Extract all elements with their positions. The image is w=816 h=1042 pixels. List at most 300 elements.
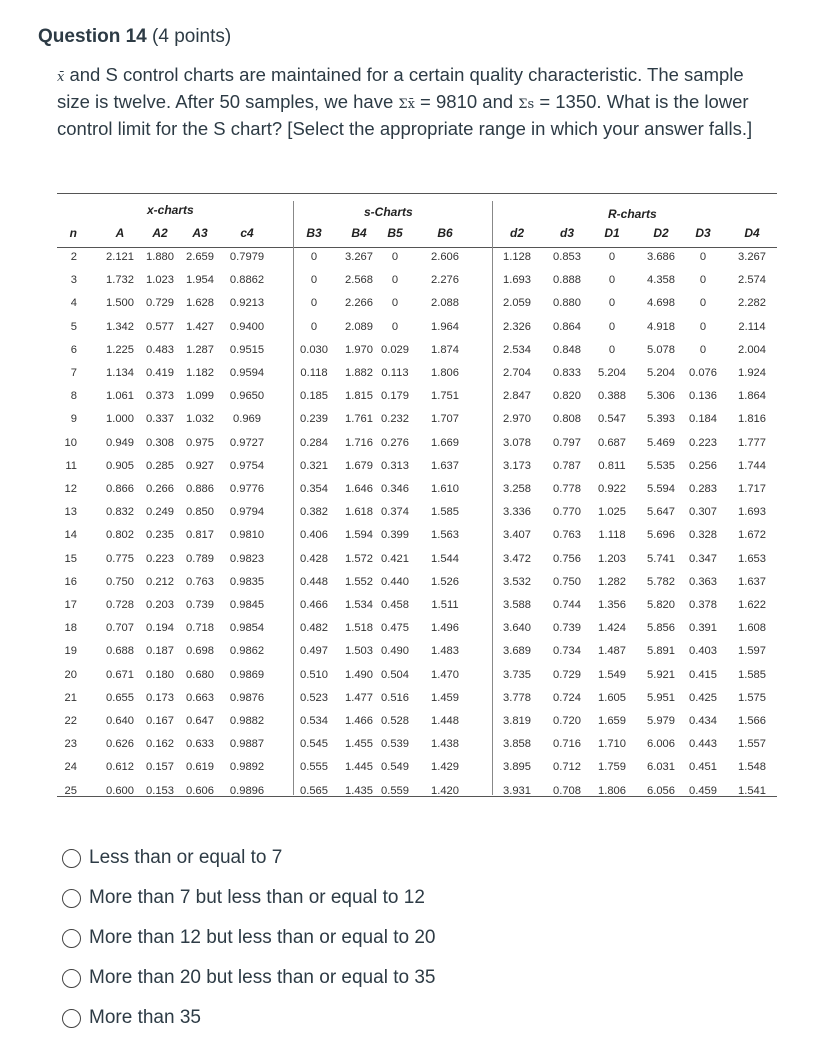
- table-cell: 5.306: [647, 390, 675, 403]
- row-sample-size: 8: [70, 390, 77, 403]
- table-cell: 1.282: [598, 575, 626, 588]
- table-cell: 0.724: [553, 691, 581, 704]
- table-cell: 0.378: [689, 599, 717, 611]
- table-cell: 0.528: [381, 715, 409, 727]
- table-cell: 1.287: [186, 343, 214, 356]
- table-cell: 0.167: [146, 715, 174, 727]
- table-cell: 1.864: [738, 390, 766, 403]
- sum-xbar-value: = 9810 and: [420, 91, 514, 112]
- table-cell: 0.118: [300, 367, 328, 379]
- table-cell: 0.391: [689, 622, 717, 635]
- table-cell: 0.9869: [229, 668, 265, 681]
- table-cell: 1.759: [598, 761, 626, 774]
- row-sample-size: 10: [64, 436, 77, 449]
- table-cell: 1.455: [345, 738, 373, 751]
- table-cell: 2.059: [503, 297, 531, 310]
- table-cell: 3.895: [503, 761, 531, 774]
- table-cell: 5.979: [647, 715, 675, 727]
- table-cell: 0.403: [689, 645, 717, 658]
- table-cell: 1.628: [186, 297, 214, 310]
- table-cell: 0.8862: [229, 274, 265, 287]
- table-cell: 0.888: [553, 274, 581, 287]
- table-cell: 0.750: [553, 575, 581, 588]
- table-cell: 0: [608, 274, 616, 287]
- table-cell: 1.608: [738, 622, 766, 635]
- table-cell: 0.337: [146, 413, 174, 426]
- table-cell: 5.469: [647, 436, 675, 449]
- table-cell: 0.235: [146, 529, 174, 542]
- option-label: More than 7 but less than or equal to 12: [89, 887, 425, 908]
- table-cell: 0.811: [598, 459, 626, 472]
- table-cell: 0.750: [106, 575, 134, 588]
- table-cell: 0.504: [381, 668, 409, 681]
- table-cell: 0.153: [146, 784, 174, 797]
- table-cell: 0.406: [300, 529, 328, 542]
- table-cell: 0.9882: [229, 715, 265, 727]
- column-header-b4: B4: [351, 226, 367, 240]
- table-cell: 0.184: [689, 413, 717, 426]
- table-cell: 0.9845: [229, 599, 265, 611]
- table-cell: 1.777: [738, 436, 766, 449]
- table-cell: 1.575: [738, 691, 766, 704]
- table-cell: 0.187: [146, 645, 174, 658]
- table-cell: 0.374: [381, 506, 409, 519]
- table-cell: 0.9754: [229, 459, 265, 472]
- table-cell: 1.182: [186, 367, 214, 379]
- table-cell: 1.618: [345, 506, 373, 519]
- xbar-symbol: x̄: [57, 70, 65, 85]
- table-cell: 1.605: [598, 691, 626, 704]
- group-r-charts: R-charts: [608, 207, 657, 221]
- table-cell: 0.239: [300, 413, 328, 426]
- table-cell: 3.472: [503, 552, 531, 565]
- table-cell: 0.626: [106, 738, 134, 751]
- table-cell: 0.443: [689, 738, 717, 751]
- row-sample-size: 15: [64, 552, 77, 565]
- row-sample-size: 17: [64, 599, 77, 611]
- table-cell: 1.585: [431, 506, 459, 519]
- table-cell: 2.568: [345, 274, 373, 287]
- table-cell: 0.9213: [229, 297, 265, 310]
- table-cell: 0.565: [300, 784, 328, 797]
- question-number: Question 14: [38, 26, 147, 47]
- table-cell: 5.820: [647, 599, 675, 611]
- table-cell: 0.9810: [229, 529, 265, 542]
- table-cell: 0.448: [300, 575, 328, 588]
- table-cell: 0.490: [381, 645, 409, 658]
- row-sample-size: 12: [64, 483, 77, 495]
- table-cell: 1.225: [106, 343, 134, 356]
- table-cell: 0.113: [381, 367, 409, 379]
- table-cell: 0.763: [186, 575, 214, 588]
- table-cell: 3.173: [503, 459, 531, 472]
- table-cell: 0.975: [186, 436, 214, 449]
- table-cell: 1.646: [345, 483, 373, 495]
- table-cell: 3.336: [503, 506, 531, 519]
- table-cell: 1.653: [738, 552, 766, 565]
- table-cell: 0.307: [689, 506, 717, 519]
- column-header-d2: D2: [653, 226, 669, 240]
- table-cell: 0.547: [598, 413, 626, 426]
- table-cell: 0.864: [553, 320, 581, 333]
- table-cell: 1.099: [186, 390, 214, 403]
- table-cell: 0.833: [553, 367, 581, 379]
- table-cell: 0.850: [186, 506, 214, 519]
- table-cell: 2.574: [738, 274, 766, 287]
- table-cell: 0: [391, 251, 399, 263]
- table-cell: 0.9892: [229, 761, 265, 774]
- table-cell: 0.802: [106, 529, 134, 542]
- table-cell: 0.534: [300, 715, 328, 727]
- option-label: More than 20 but less than or equal to 35: [89, 967, 436, 988]
- table-cell: 0.440: [381, 575, 409, 588]
- table-cell: 0.482: [300, 622, 328, 635]
- table-cell: 0.203: [146, 599, 174, 611]
- table-cell: 0.708: [553, 784, 581, 797]
- table-cell: 1.511: [431, 599, 459, 611]
- table-cell: 5.594: [647, 483, 675, 495]
- table-cell: 2.276: [431, 274, 459, 287]
- table-cell: 1.470: [431, 668, 459, 681]
- row-sample-size: 16: [64, 575, 77, 588]
- table-cell: 3.267: [345, 251, 373, 263]
- table-cell: 3.819: [503, 715, 531, 727]
- row-sample-size: 4: [70, 297, 77, 310]
- table-cell: 0.194: [146, 622, 174, 635]
- row-sample-size: 3: [70, 274, 77, 287]
- radio-button[interactable]: [62, 1009, 81, 1028]
- table-cell: 1.032: [186, 413, 214, 426]
- table-cell: 0.179: [381, 390, 409, 403]
- table-cell: 0.680: [186, 668, 214, 681]
- table-cell: 0: [310, 320, 318, 333]
- table-cell: 0: [310, 251, 318, 263]
- table-cell: 0.744: [553, 599, 581, 611]
- table-cell: 1.427: [186, 320, 214, 333]
- table-cell: 0.728: [106, 599, 134, 611]
- table-cell: 2.970: [503, 413, 531, 426]
- table-cell: 1.693: [503, 274, 531, 287]
- table-cell: 1.134: [106, 367, 134, 379]
- table-cell: 1.203: [598, 552, 626, 565]
- table-divider-s-r: [492, 201, 493, 795]
- table-cell: 2.004: [738, 343, 766, 356]
- column-header-b6: B6: [437, 226, 453, 240]
- table-cell: 0: [608, 251, 616, 263]
- table-cell: 0.9650: [229, 390, 265, 403]
- table-cell: 0.778: [553, 483, 581, 495]
- table-cell: 0.716: [553, 738, 581, 751]
- table-cell: 0.180: [146, 668, 174, 681]
- table-cell: 0: [391, 320, 399, 333]
- table-cell: 0.787: [553, 459, 581, 472]
- table-cell: 5.696: [647, 529, 675, 542]
- table-cell: 3.267: [738, 251, 766, 263]
- table-cell: 1.880: [146, 251, 174, 263]
- column-header-d3: d3: [559, 226, 575, 240]
- table-cell: 0.789: [186, 552, 214, 565]
- table-cell: 0.549: [381, 761, 409, 774]
- table-cell: 1.622: [738, 599, 766, 611]
- table-cell: 0.232: [381, 413, 409, 426]
- question-points: (4 points): [152, 26, 232, 47]
- table-cell: 0.886: [186, 483, 214, 495]
- column-header-d1: D1: [604, 226, 620, 240]
- table-cell: 1.424: [598, 622, 626, 635]
- answer-options: [62, 838, 435, 1038]
- table-cell: 0.475: [381, 622, 409, 635]
- table-cell: 1.557: [738, 738, 766, 751]
- table-cell: 5.921: [647, 668, 675, 681]
- row-sample-size: 2: [70, 251, 77, 263]
- table-cell: 0.249: [146, 506, 174, 519]
- row-sample-size: 22: [64, 715, 77, 727]
- table-cell: 3.640: [503, 622, 531, 635]
- table-cell: 5.393: [647, 413, 675, 426]
- table-cell: 0.321: [300, 459, 328, 472]
- table-cell: 0.718: [186, 622, 214, 635]
- option-label: Less than or equal to 7: [89, 847, 283, 868]
- table-cell: 0.421: [381, 552, 409, 565]
- table-cell: 1.477: [345, 691, 373, 704]
- table-cell: 0.136: [689, 390, 717, 403]
- table-cell: 0.687: [598, 436, 626, 449]
- table-cell: 0.451: [689, 761, 717, 774]
- table-cell: 0.9515: [229, 343, 265, 356]
- sum-s-symbol: Σs: [518, 97, 535, 112]
- table-cell: 0.276: [381, 436, 409, 449]
- table-cell: 1.549: [598, 668, 626, 681]
- control-chart-constants-table: [57, 193, 777, 798]
- table-cell: 3.735: [503, 668, 531, 681]
- table-cell: 0.425: [689, 691, 717, 704]
- table-cell: 1.503: [345, 645, 373, 658]
- table-cell: 0.162: [146, 738, 174, 751]
- question-stem: [57, 63, 777, 141]
- table-cell: 0.399: [381, 529, 409, 542]
- table-cell: 1.435: [345, 784, 373, 797]
- table-cell: 1.420: [431, 784, 459, 797]
- table-cell: 0.483: [146, 343, 174, 356]
- table-cell: 0.510: [300, 668, 328, 681]
- table-cell: 0.173: [146, 691, 174, 704]
- table-cell: 0.647: [186, 715, 214, 727]
- table-cell: 0.848: [553, 343, 581, 356]
- table-cell: 1.544: [431, 552, 459, 565]
- table-cell: 0.428: [300, 552, 328, 565]
- table-cell: 0.797: [553, 436, 581, 449]
- table-cell: 1.445: [345, 761, 373, 774]
- row-sample-size: 7: [70, 367, 77, 379]
- table-cell: 0.729: [146, 297, 174, 310]
- table-cell: 1.816: [738, 413, 766, 426]
- table-cell: 0.9876: [229, 691, 265, 704]
- option-2[interactable]: [62, 878, 435, 918]
- table-cell: 1.964: [431, 320, 459, 333]
- table-cell: 0.927: [186, 459, 214, 472]
- table-cell: 0.633: [186, 738, 214, 751]
- table-cell: 0.516: [381, 691, 409, 704]
- row-sample-size: 19: [64, 645, 77, 658]
- radio-button[interactable]: [62, 849, 81, 868]
- table-cell: 5.535: [647, 459, 675, 472]
- table-cell: 5.647: [647, 506, 675, 519]
- table-cell: 0.382: [300, 506, 328, 519]
- table-cell: 0: [608, 297, 616, 310]
- table-cell: 0.185: [300, 390, 328, 403]
- table-cell: 0.922: [598, 483, 626, 495]
- table-cell: 0.688: [106, 645, 134, 658]
- stem-part2: What is the lower control limit for the S chart? [Select the appropriate range in which your answer falls.]: [57, 91, 753, 139]
- table-cell: 1.716: [345, 436, 373, 449]
- table-cell: 0.497: [300, 645, 328, 658]
- table-cell: 1.637: [738, 575, 766, 588]
- table-cell: 1.924: [738, 367, 766, 379]
- table-cell: 3.778: [503, 691, 531, 704]
- table-cell: 4.358: [647, 274, 675, 287]
- table-cell: 5.782: [647, 575, 675, 588]
- option-4[interactable]: [62, 958, 435, 998]
- table-cell: 1.566: [738, 715, 766, 727]
- table-cell: 0.832: [106, 506, 134, 519]
- table-cell: 0.739: [186, 599, 214, 611]
- table-cell: 0: [699, 320, 707, 333]
- table-cell: 0: [310, 297, 318, 310]
- table-cell: 0.523: [300, 691, 328, 704]
- column-header-d4: D4: [744, 226, 760, 240]
- table-cell: 1.717: [738, 483, 766, 495]
- table-cell: 0.866: [106, 483, 134, 495]
- table-cell: 0.373: [146, 390, 174, 403]
- table-cell: 4.698: [647, 297, 675, 310]
- sum-s-value: = 1350.: [539, 91, 602, 112]
- table-cell: 1.342: [106, 320, 134, 333]
- table-cell: 0.712: [553, 761, 581, 774]
- option-label: More than 12 but less than or equal to 20: [89, 927, 436, 948]
- table-cell: 1.466: [345, 715, 373, 727]
- row-sample-size: 25: [64, 784, 77, 797]
- table-cell: 1.585: [738, 668, 766, 681]
- row-sample-size: 11: [65, 459, 77, 472]
- table-cell: 0.256: [689, 459, 717, 472]
- table-cell: 0.415: [689, 668, 717, 681]
- table-cell: 0.283: [689, 483, 717, 495]
- table-cell: 2.534: [503, 343, 531, 356]
- table-cell: 0: [699, 274, 707, 287]
- table-cell: 0.880: [553, 297, 581, 310]
- table-cell: 1.597: [738, 645, 766, 658]
- table-cell: 2.704: [503, 367, 531, 379]
- table-cell: 6.031: [647, 761, 675, 774]
- row-sample-size: 24: [64, 761, 77, 774]
- radio-button[interactable]: [62, 889, 81, 908]
- table-cell: 3.258: [503, 483, 531, 495]
- table-cell: 0.739: [553, 622, 581, 635]
- table-cell: 0: [608, 320, 616, 333]
- option-label: More than 35: [89, 1007, 201, 1028]
- table-cell: 0.612: [106, 761, 134, 774]
- group-s-charts: s-Charts: [364, 205, 413, 219]
- radio-button[interactable]: [62, 969, 81, 988]
- table-cell: 0: [699, 251, 707, 263]
- table-cell: 0.029: [381, 343, 409, 356]
- column-header-a: A: [115, 226, 125, 240]
- table-cell: 3.588: [503, 599, 531, 611]
- table-cell: 1.572: [345, 552, 373, 565]
- table-cell: 1.496: [431, 622, 459, 635]
- table-cell: 1.679: [345, 459, 373, 472]
- table-cell: 0.9823: [229, 552, 265, 565]
- table-cell: 0.434: [689, 715, 717, 727]
- table-cell: 1.874: [431, 343, 459, 356]
- table-cell: 2.847: [503, 390, 531, 403]
- table-cell: 0.285: [146, 459, 174, 472]
- group-x-charts: x-charts: [147, 203, 194, 217]
- table-cell: 0.266: [146, 483, 174, 495]
- table-cell: 2.659: [186, 251, 214, 263]
- question-header: [38, 26, 231, 48]
- row-sample-size: 9: [70, 413, 77, 426]
- table-cell: 1.118: [598, 529, 626, 542]
- table-cell: 0.756: [553, 552, 581, 565]
- row-sample-size: 21: [64, 691, 77, 704]
- table-cell: 1.128: [503, 251, 531, 263]
- table-cell: 0.419: [146, 367, 174, 379]
- radio-button[interactable]: [62, 929, 81, 948]
- table-top-rule: [57, 193, 777, 194]
- table-cell: 1.025: [598, 506, 626, 519]
- option-5[interactable]: [62, 998, 435, 1038]
- table-cell: 0.9854: [229, 622, 265, 635]
- table-cell: 0.969: [233, 413, 261, 426]
- table-cell: 4.918: [647, 320, 675, 333]
- table-cell: 1.534: [345, 599, 373, 611]
- table-cell: 3.931: [503, 784, 531, 797]
- table-cell: 0.458: [381, 599, 409, 611]
- table-cell: 0: [699, 297, 707, 310]
- column-header-b5: B5: [387, 226, 403, 240]
- table-cell: 0.354: [300, 483, 328, 495]
- table-cell: 0.808: [553, 413, 581, 426]
- table-cell: 0.284: [300, 436, 328, 449]
- table-cell: 0.363: [689, 575, 717, 588]
- table-cell: 1.707: [431, 413, 459, 426]
- table-cell: 1.970: [345, 343, 373, 356]
- table-cell: 6.006: [647, 738, 675, 751]
- row-sample-size: 6: [70, 343, 77, 356]
- option-3[interactable]: [62, 918, 435, 958]
- option-1[interactable]: [62, 838, 435, 878]
- table-cell: 0.076: [689, 367, 717, 379]
- table-cell: 0.9835: [229, 575, 265, 588]
- table-cell: 5.204: [647, 367, 675, 379]
- table-cell: 0.9896: [229, 784, 265, 797]
- column-header-a2: A2: [152, 226, 168, 240]
- table-header-rule: [57, 247, 777, 248]
- table-cell: 0.655: [106, 691, 134, 704]
- table-cell: 1.448: [431, 715, 459, 727]
- table-cell: 3.689: [503, 645, 531, 658]
- table-cell: 0.9727: [229, 436, 265, 449]
- row-sample-size: 14: [64, 529, 77, 542]
- table-cell: 0.671: [106, 668, 134, 681]
- table-cell: 1.954: [186, 274, 214, 287]
- table-cell: 0.606: [186, 784, 214, 797]
- column-header-d3: D3: [695, 226, 711, 240]
- table-cell: 0.313: [381, 459, 409, 472]
- table-cell: 1.459: [431, 691, 459, 704]
- table-cell: 1.806: [598, 784, 626, 797]
